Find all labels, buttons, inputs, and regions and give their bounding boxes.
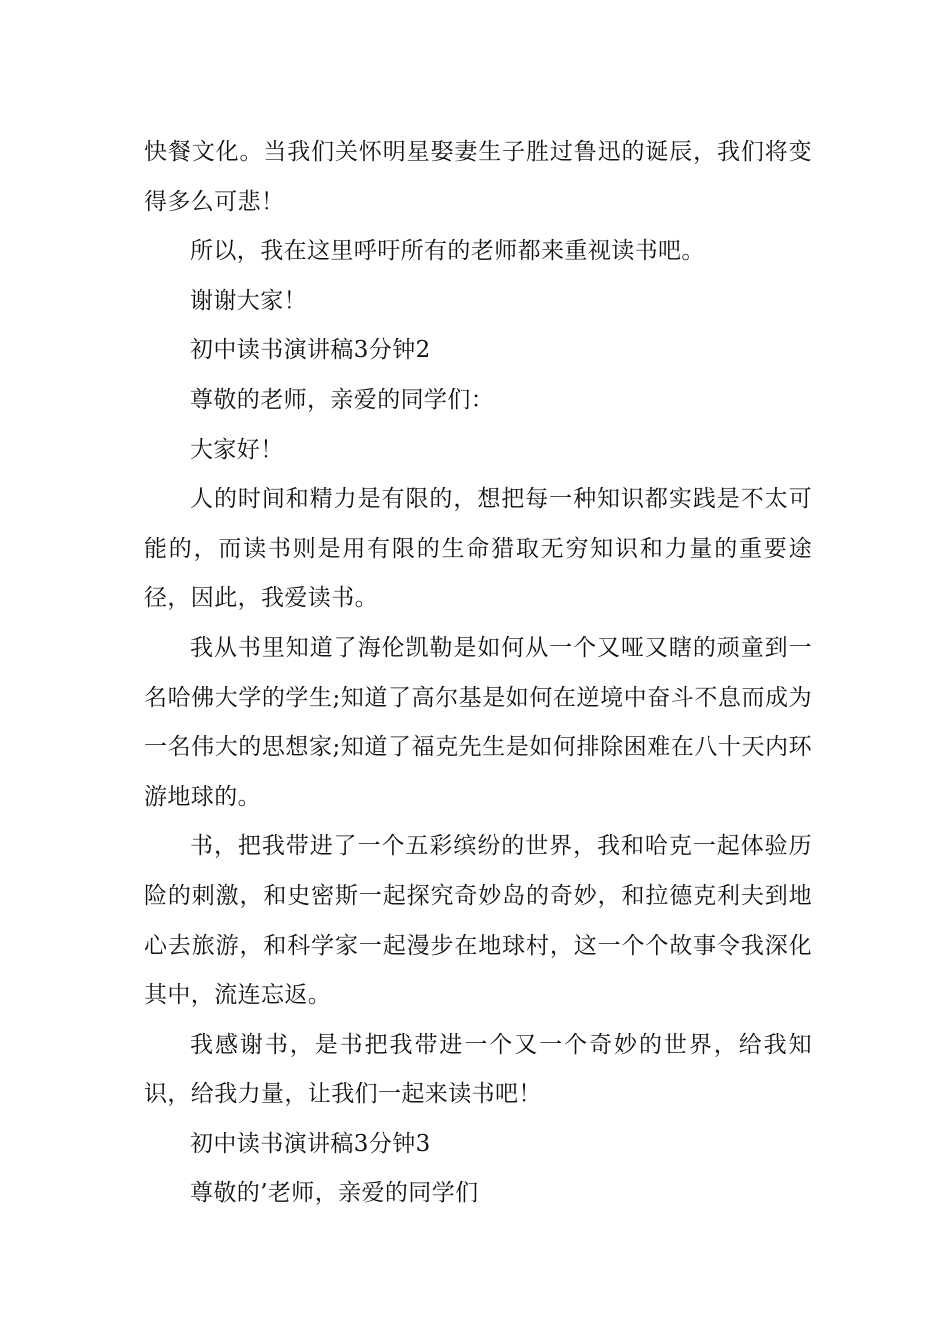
section-heading: 初中读书演讲稿3分钟3 bbox=[190, 1130, 431, 1157]
section-heading: 初中读书演讲稿3分钟2 bbox=[190, 337, 431, 364]
paragraph: 人的时间和精力是有限的，想把每一种知识都实践是不太可能的，而读书则是用有限的生命猎取无穷知识和力量的重要途径，因此，我爱读书。 bbox=[144, 486, 812, 612]
greeting: 大家好！ bbox=[190, 436, 284, 463]
paragraph: 我从书里知道了海伦凯勒是如何从一个又哑又瞎的顽童到一名哈佛大学的学生;知道了高尔基是如何在逆境中奋斗不息而成为一名伟大的思想家;知道了福克先生是如何排除困难在八十天内环游地球的。 bbox=[144, 634, 812, 810]
paragraph: 书，把我带进了一个五彩缤纷的世界，我和哈克一起体验历险的刺激，和史密斯一起探究奇妙岛的奇妙，和拉德克利夫到地心去旅游，和科学家一起漫步在地球村，这一个个故事令我深化其中，流连忘返。 bbox=[144, 833, 812, 1009]
paragraph: 快餐文化。当我们关怀明星娶妻生子胜过鲁迅的诞辰，我们将变得多么可悲！ bbox=[144, 139, 812, 215]
salutation: 尊敬的老师，亲爱的同学们： bbox=[190, 386, 495, 413]
paragraph: 谢谢大家！ bbox=[190, 287, 307, 314]
salutation: 尊敬的’老师，亲爱的同学们 bbox=[190, 1180, 479, 1207]
document-body bbox=[144, 128, 812, 1219]
paragraph: 所以，我在这里呼吁所有的老师都来重视读书吧。 bbox=[190, 238, 705, 265]
paragraph: 我感谢书，是书把我带进一个又一个奇妙的世界，给我知识，给我力量，让我们一起来读书吧！ bbox=[144, 1031, 812, 1108]
